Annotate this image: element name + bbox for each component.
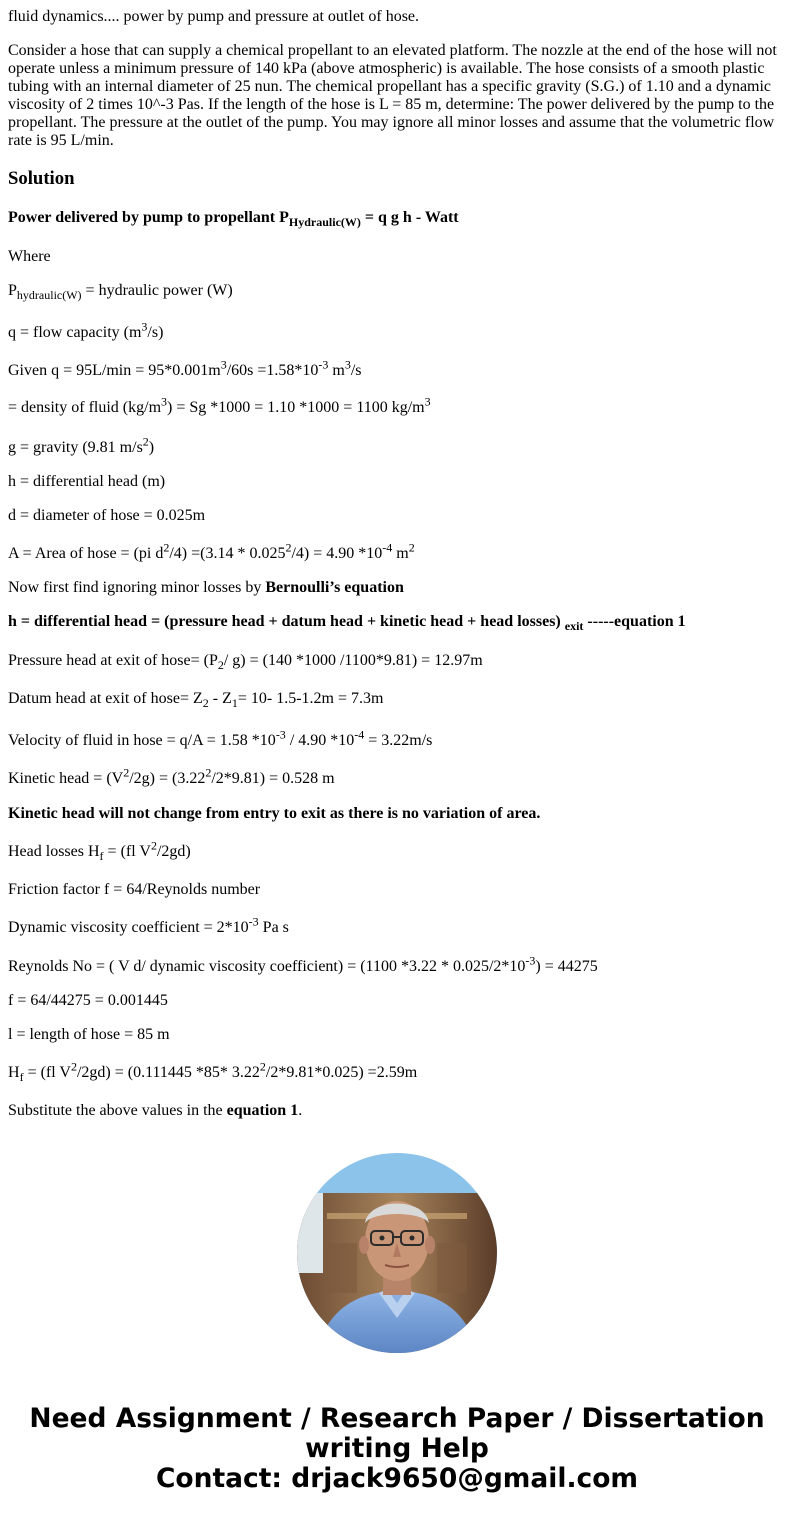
equation-1: h = differential head = (pressure head + datum head + kinetic head + head losses) $_{exit}$ -----equation 1 — [8, 613, 686, 634]
power-formula: Power delivered by pump to propellant $P_{Hydraulic(W)} = q$ g h - Watt — [8, 209, 459, 230]
head-def: h = differential head (m) — [8, 473, 166, 490]
head-losses: Head losses $H_f = (fl$ $V^2/2gd$) — [8, 838, 191, 864]
given-flow: Given $q = 95L/\min = 95*0.001m^3/60s =1.58*10^{-3}$ $m^3/s$ — [8, 357, 362, 379]
friction-value: f = 64/44275 = 0.001445 — [8, 992, 168, 1009]
dynamic-viscosity: Dynamic viscosity coefficient = $2*10^{-3}$ Pa s — [8, 914, 289, 936]
promo-banner — [0, 1404, 794, 1494]
velocity: Velocity of fluid in hose = q/A = 1.58 $*10^{-3} / 4.90$ $*10^{-4} = 3.22m/s$ — [8, 727, 433, 749]
hydraulic-power-def: $P_{hydraulic(W)}$ = hydraulic power (W) — [8, 282, 233, 303]
density-def: = density of fluid $(kg/m^3) = Sg$ *1000 = 1.10 *1000 = 1100 $kg/m^3$ — [8, 394, 431, 416]
promo-line-2: writing Help — [305, 1433, 489, 1464]
author-photo-illustration — [297, 1153, 497, 1353]
bernoulli-intro: Now first find ignoring minor losses by Bernoulli’s equation — [8, 579, 404, 596]
author-photo — [297, 1153, 497, 1353]
flow-capacity-def: q = flow capacity $(m^3/s)$ — [8, 319, 164, 341]
area-def: A = Area of hose = (pi $d^2/4) =(3.14 * 0.025^2/4) = 4.90$ $*10^{-4}$ $m^2$ — [8, 540, 415, 562]
diameter-def: d = diameter of hose = 0.025m — [8, 507, 206, 524]
where-label: Where — [8, 248, 51, 265]
promo-contact: Contact: drjack9650@gmail.com — [155, 1463, 639, 1494]
friction-factor: Friction factor f = 64/Reynolds number — [8, 881, 261, 898]
solution-heading: Solution — [8, 168, 75, 189]
promo-line-1: Need Assignment / Research Paper / Dissertation — [29, 1403, 765, 1434]
reynolds-number: Reynolds No = ( V d/ dynamic viscosity coefficient) = (1100 $*3.22 * 0.025/2*10^{-3}) = 44275$ — [8, 953, 598, 975]
gravity-def: g = gravity (9.81 $m/s^2$) — [8, 434, 155, 456]
kinetic-head: Kinetic head = $(V^2/2g) = (3.22^2/2*9.81) = 0.528$ m — [8, 765, 335, 787]
hose-length: l = length of hose = 85 m — [8, 1026, 170, 1043]
friction-head-loss: $H_f = (fl$ $V^2/2gd) = (0.111445$ *85* $3.22^2/2*9.81*0.025) =2.59m$ — [8, 1059, 418, 1085]
question-text: Consider a hose that can supply a chemical propellant to an elevated platform. The nozzle at the end of the hose will not operate unless a minimum pressure of 140 kPa (above atmospheric) is available. The hose consists of a smooth plastic tubing with an internal diameter of 25 nun. The chemical propellant has a specific gravity (S.G.) of 1.10 and a dynamic viscosity of 2 times 10^-3 Pas. If the length of the hose is L = 85 m, determine: The power delivered by the pump to the propellant. The pressure at the outlet of the pump. You may ignore all minor losses and assume that the volumetric flow rate is 95 L/min. — [8, 42, 777, 149]
kinetic-head-note: Kinetic head will not change from entry to exit as there is no variation of area. — [8, 805, 541, 822]
page-title: fluid dynamics.... power by pump and pressure at outlet of hose. — [8, 8, 420, 25]
pressure-head: Pressure head at exit of hose= ($P_2/$ g) = (140 *1000 /1100*9.81) = 12.97m — [8, 652, 483, 673]
datum-head: Datum head at exit of hose= $Z_2 - Z_1= 10-$ 1.5-1.2m = 7.3m — [8, 690, 384, 711]
substitute-note: Substitute the above values in the equation 1. — [8, 1102, 303, 1119]
